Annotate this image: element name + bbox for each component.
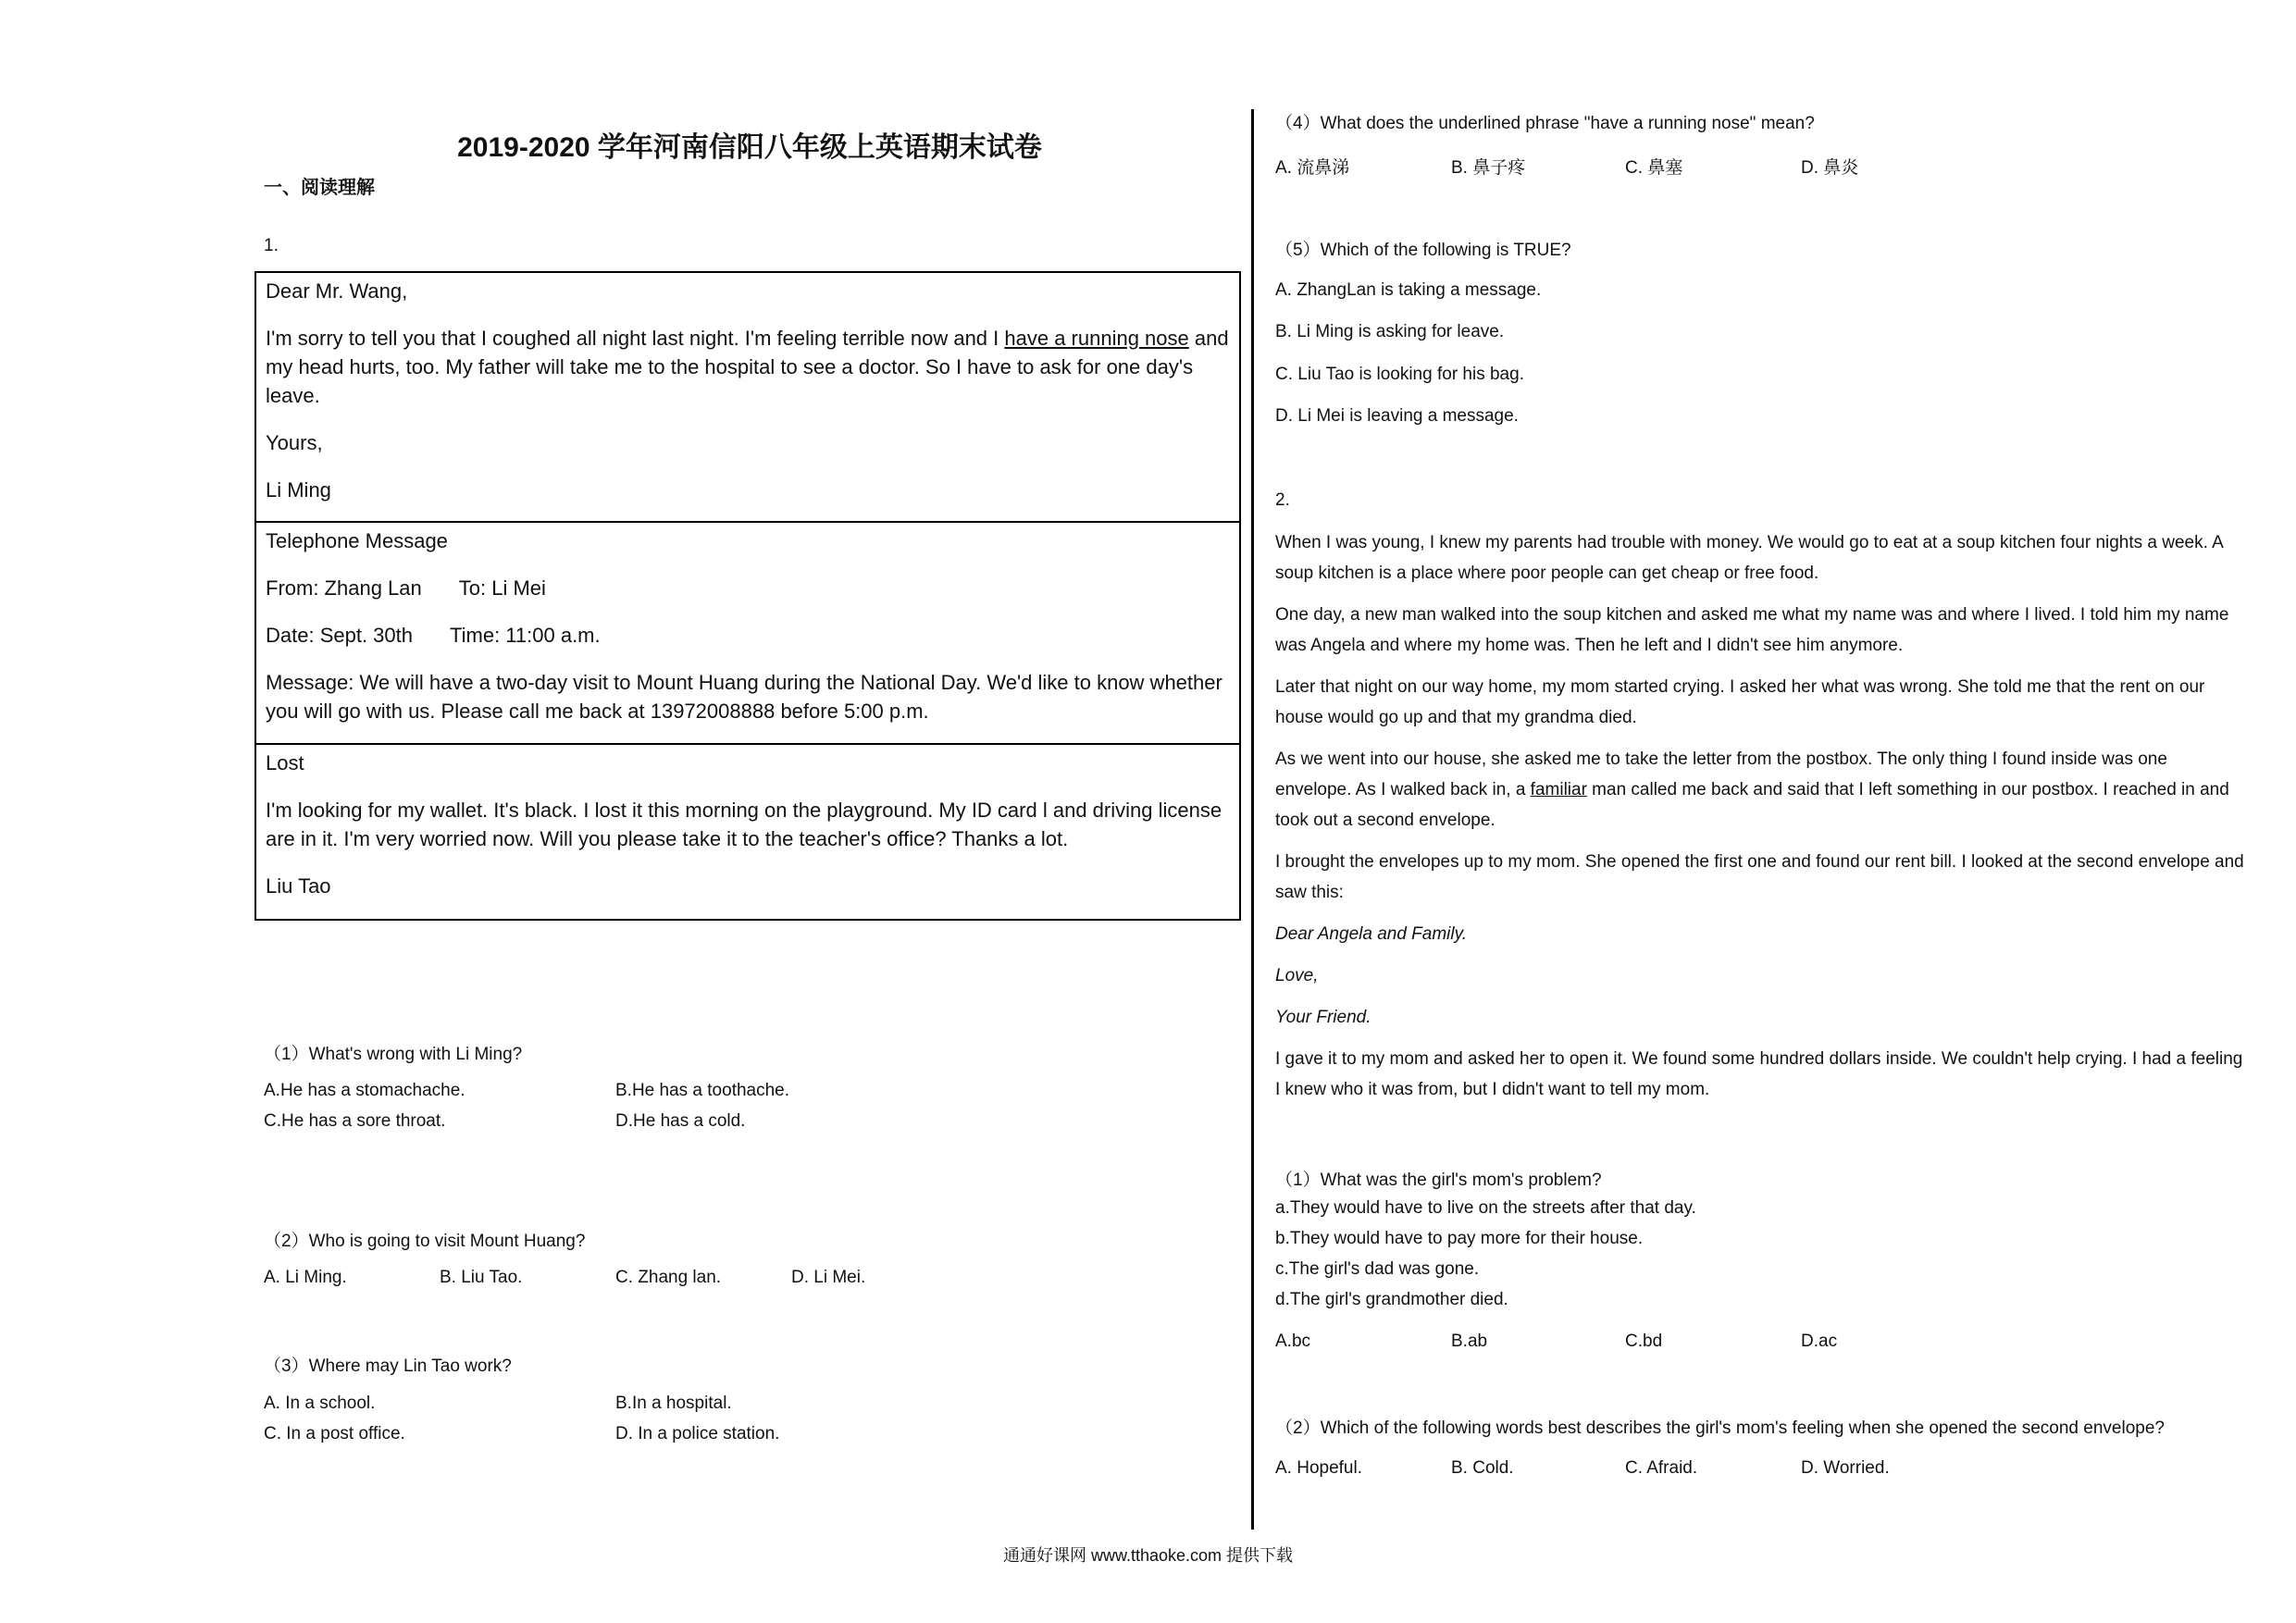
option-c[interactable]: C. Liu Tao is looking for his bag. (1275, 365, 1524, 384)
letter-box (254, 271, 1241, 523)
question-1-3: （3）Where may Lin Tao work? (264, 1357, 512, 1376)
passage-paragraph: Later that night on our way home, my mom started crying. I asked her what was wrong. She told me that the rent on our house would go up and that my grandma died. (1275, 677, 2205, 727)
message-from-to (256, 574, 1239, 602)
page-title: 2019-2020 学年河南信阳八年级上英语期末试卷 (457, 132, 1042, 163)
page-footer: 通通好课网 www.tthaoke.com 提供下载 (1002, 1546, 1294, 1565)
option-a[interactable]: A. Hopeful. (1275, 1458, 1362, 1478)
passage-paragraph: I gave it to my mom and asked her to open it. We found some hundred dollars inside. We couldn't help crying. I had a feeling I knew who it was from, but I didn't want to tell my mom. (1275, 1049, 2243, 1099)
telephone-message-box (254, 523, 1241, 745)
passage-text: As we went into our house, she asked me to take the letter from the postbox. The only thing I found inside was one envelope. As I walked back in, a (1275, 750, 2167, 799)
statement-b: b.They would have to pay more for their house. (1275, 1229, 1644, 1248)
option-d[interactable]: D. 鼻炎 (1801, 158, 1859, 178)
question-1-5: （5）Which of the following is TRUE? (1275, 241, 1571, 260)
passage-paragraph: I brought the envelopes up to my mom. She opened the first one and found our rent bill. I looked at the second envelope and saw this: (1275, 852, 2244, 902)
message-to: To: Li Mei (458, 576, 546, 600)
letter-salutation: Dear Mr. Wang, (266, 279, 408, 303)
option-c[interactable]: C.He has a sore throat. (264, 1111, 446, 1131)
lost-body: I'm looking for my wallet. It's black. I lost it this morning on the playground. My ID card l and driving license are in it. I'm very worried now. Will you please take it to the teacher's office? Thanks a lot. (266, 799, 1222, 850)
question-2-1: （1）What was the girl's mom's problem? (1275, 1171, 1602, 1190)
statement-c: c.The girl's dad was gone. (1275, 1259, 1480, 1279)
question-1-2: （2）Who is going to visit Mount Huang? (264, 1232, 586, 1251)
passage-text-end: man called me back and said that I left something in our postbox. I reached in and took out a second envelope. (1275, 780, 2229, 830)
question-number: 1. (264, 236, 279, 255)
message-time: Time: 11:00 a.m. (450, 624, 601, 647)
column-divider (1251, 109, 1254, 1530)
option-b[interactable]: B. Li Ming is asking for leave. (1275, 322, 1505, 341)
question-2-2: （2）Which of the following words best describes the girl's mom's feeling when she opened the second envelope? (1275, 1419, 2165, 1438)
letter-line: Love, (1275, 966, 1319, 985)
option-c[interactable]: C. In a post office. (264, 1424, 405, 1443)
option-a[interactable]: A. ZhangLan is taking a message. (1275, 280, 1542, 300)
message-from: From: Zhang Lan (266, 576, 422, 600)
lost-notice-box (254, 745, 1241, 921)
option-b[interactable]: B.In a hospital. (615, 1394, 732, 1413)
letter-line: Dear Angela and Family. (1275, 924, 1467, 944)
option-a[interactable]: A.bc (1275, 1332, 1311, 1351)
passage-paragraph: When I was young, I knew my parents had trouble with money. We would go to eat at a soup kitchen four nights a week. A soup kitchen is a place where poor people can get cheap or free food. (1275, 533, 2223, 583)
option-d[interactable]: D.ac (1801, 1332, 1838, 1351)
letter-body-text: I'm sorry to tell you that I coughed all night last night. I'm feeling terrible now and I (266, 327, 1005, 350)
option-d[interactable]: D.He has a cold. (615, 1111, 746, 1131)
option-a[interactable]: A. 流鼻涕 (1275, 158, 1350, 178)
option-d[interactable]: D. In a police station. (615, 1424, 780, 1443)
option-d[interactable]: D. Li Mei is leaving a message. (1275, 406, 1519, 426)
option-a[interactable]: A. Li Ming. (264, 1268, 347, 1287)
option-c[interactable]: C. Afraid. (1625, 1458, 1698, 1478)
message-date-time (256, 621, 1239, 650)
underlined-word: familiar (1530, 780, 1587, 799)
section-heading: 一、阅读理解 (264, 178, 375, 198)
option-a[interactable]: A. In a school. (264, 1394, 376, 1413)
letter-signature: Li Ming (266, 478, 331, 502)
option-b[interactable]: B. Liu Tao. (440, 1268, 523, 1287)
statement-a: a.They would have to live on the streets after that day. (1275, 1198, 1696, 1218)
option-d[interactable]: D. Worried. (1801, 1458, 1890, 1478)
question-number: 2. (1275, 490, 1290, 510)
option-c[interactable]: C. Zhang lan. (615, 1268, 722, 1287)
passage-paragraph (1275, 744, 2247, 836)
passage-paragraph: One day, a new man walked into the soup kitchen and asked me what my name was and where I lived. I told him my name was Angela and where my home was. Then he left and I didn't see him anymore. (1275, 605, 2229, 655)
letter-line: Your Friend. (1275, 1008, 1371, 1027)
message-heading: Telephone Message (266, 529, 448, 552)
message-text: Message: We will have a two-day visit to Mount Huang during the National Day. We'd like to know whether you will go with us. Please call me back at 13972008888 before 5:00 p.m. (266, 671, 1222, 723)
underlined-phrase: have a running nose (1004, 327, 1189, 350)
lost-signature: Liu Tao (266, 874, 331, 898)
letter-closing: Yours, (266, 431, 323, 454)
option-a[interactable]: A.He has a stomachache. (264, 1081, 465, 1100)
message-date: Date: Sept. 30th (266, 624, 413, 647)
option-b[interactable]: B. 鼻子疼 (1451, 158, 1526, 178)
question-1-4: （4）What does the underlined phrase "have a running nose" mean? (1275, 114, 1815, 133)
letter-body-text-end: and my head hurts, too. My father will take me to the hospital to see a doctor. So I have to ask for one day's leave. (266, 327, 1229, 407)
lost-heading: Lost (266, 751, 304, 774)
option-b[interactable]: B.He has a toothache. (615, 1081, 790, 1100)
statement-d: d.The girl's grandmother died. (1275, 1290, 1508, 1309)
question-1-1: （1）What's wrong with Li Ming? (264, 1045, 523, 1064)
option-b[interactable]: B. Cold. (1451, 1458, 1514, 1478)
letter-body (256, 324, 1239, 410)
option-d[interactable]: D. Li Mei. (791, 1268, 866, 1287)
option-c[interactable]: C. 鼻塞 (1625, 158, 1683, 178)
reading-passage-2 (1275, 527, 2247, 1116)
option-b[interactable]: B.ab (1451, 1332, 1488, 1351)
option-c[interactable]: C.bd (1625, 1332, 1663, 1351)
